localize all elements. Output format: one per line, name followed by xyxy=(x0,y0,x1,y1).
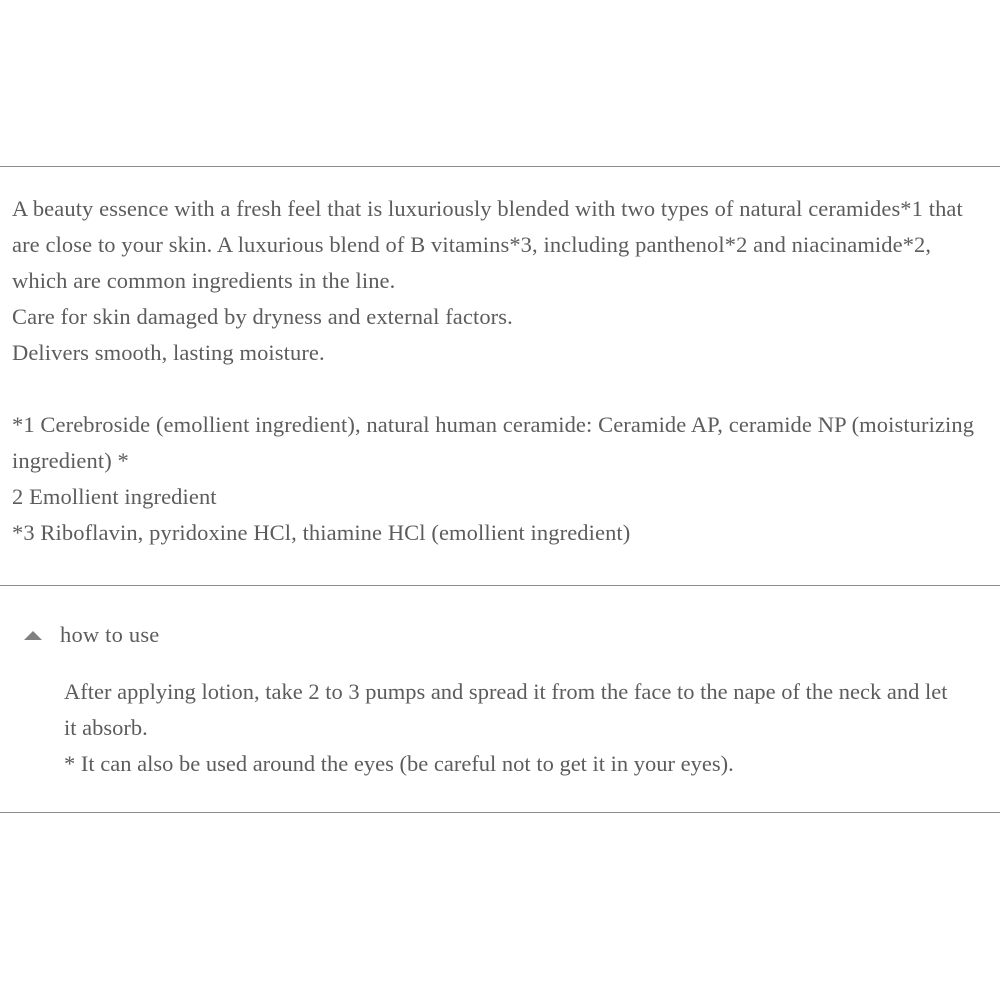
description-section xyxy=(0,167,1000,371)
footnotes-section xyxy=(0,407,1000,551)
description-paragraph-2: Care for skin damaged by dryness and external factors. xyxy=(12,304,513,329)
how-to-use-body xyxy=(12,666,988,782)
footnote-3: *3 Riboflavin, pyridoxine HCl, thiamine HCl (emollient ingredient) xyxy=(12,520,631,545)
divider-bottom-wrap xyxy=(0,782,1000,813)
how-to-use-section xyxy=(0,586,1000,782)
divider-middle-wrap xyxy=(0,551,1000,586)
description-paragraph-1: A beauty essence with a fresh feel that is luxuriously blended with two types of natural ceramides*1 that are close to your skin. A luxurious blend of B vitamins*3, including panthenol*2 and niacinamide*2, which are common ingredients in the line. xyxy=(12,196,963,293)
how-to-use-line-1: After applying lotion, take 2 to 3 pumps and spread it from the face to the nape of the neck and let it absorb. xyxy=(64,679,948,740)
how-to-use-line-2: * It can also be used around the eyes (be careful not to get it in your eyes). xyxy=(64,751,734,776)
description-paragraph-3: Delivers smooth, lasting moisture. xyxy=(12,340,325,365)
section-gap xyxy=(0,371,1000,407)
top-spacer xyxy=(0,0,1000,166)
footnote-2: 2 Emollient ingredient xyxy=(12,484,217,509)
footnote-1: *1 Cerebroside (emollient ingredient), natural human ceramide: Ceramide AP, ceramide NP (moisturizing ingredient) * xyxy=(12,412,975,473)
divider-bottom xyxy=(0,812,1000,813)
caret-up-icon xyxy=(24,631,42,640)
how-to-use-title: how to use xyxy=(60,622,160,647)
how-to-use-toggle[interactable] xyxy=(12,586,988,666)
